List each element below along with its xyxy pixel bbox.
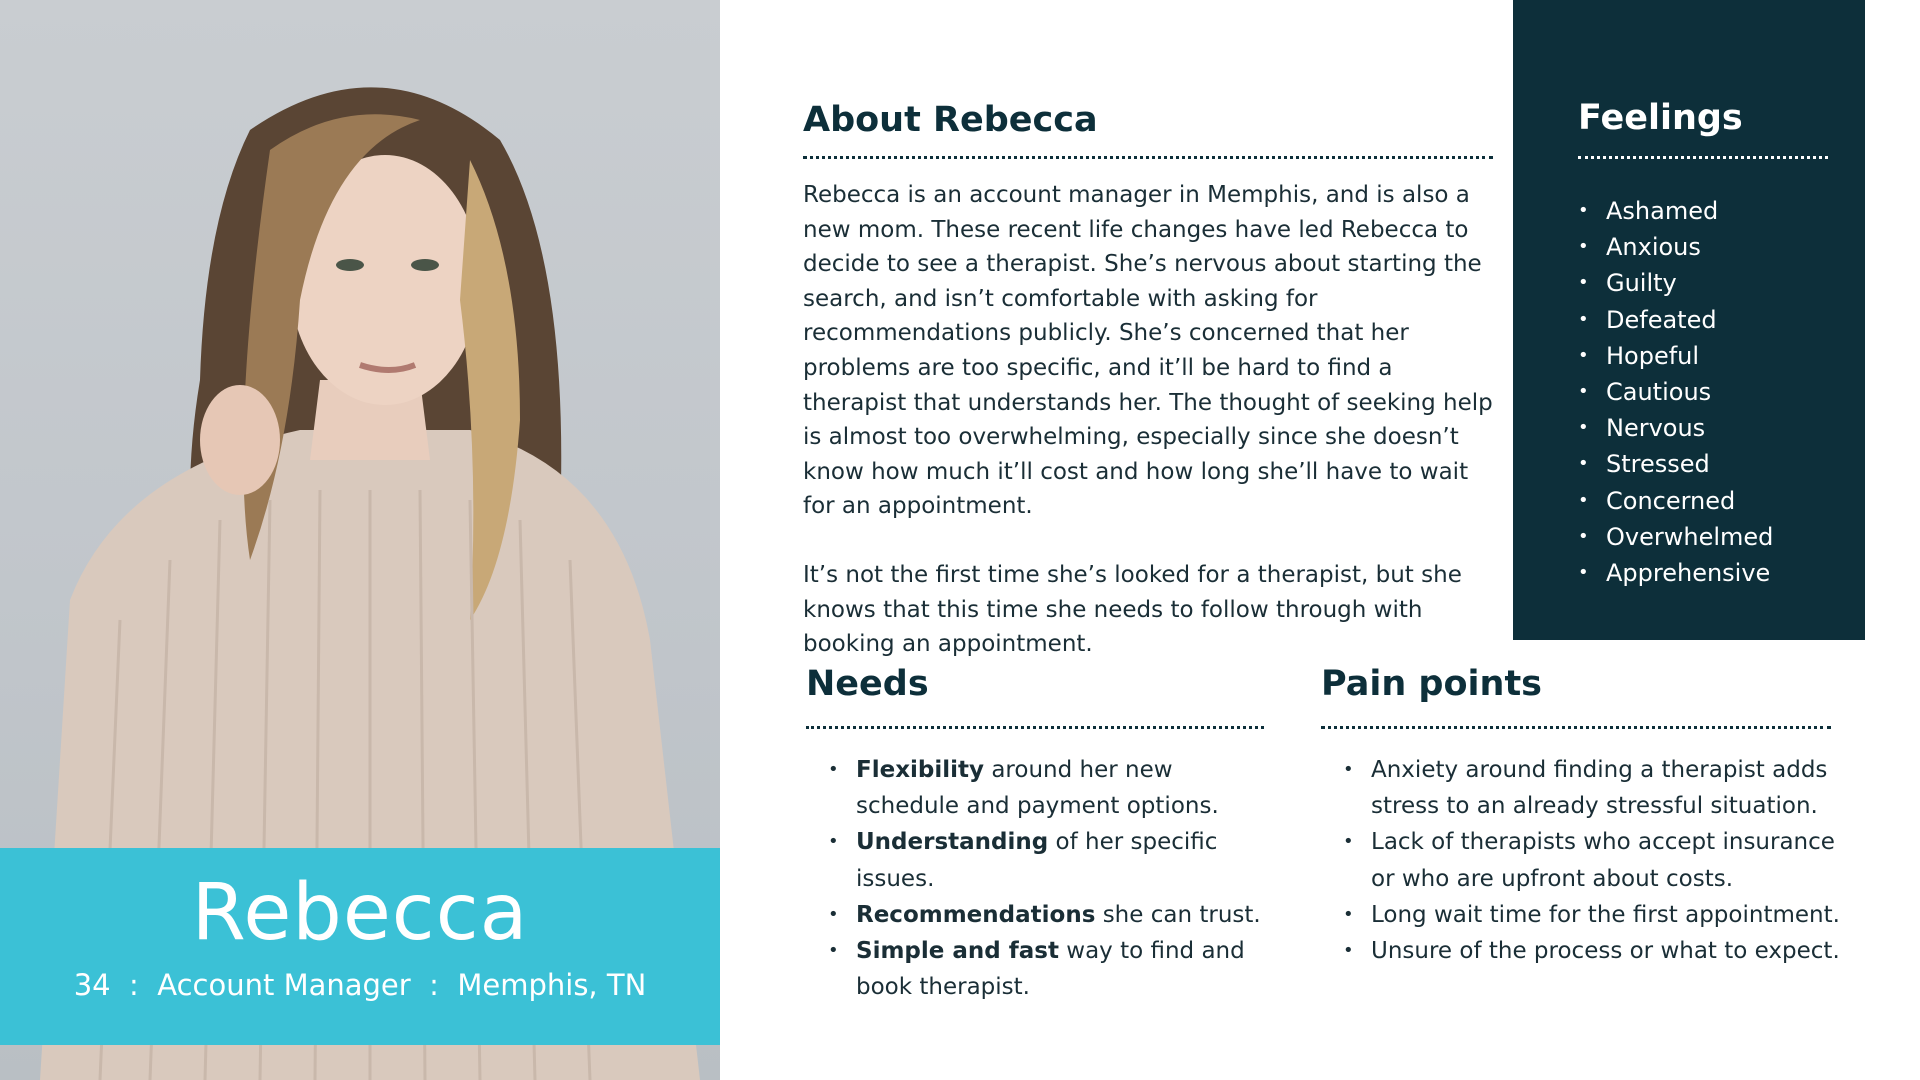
need-item (828, 824, 1268, 896)
feelings-panel (1513, 0, 1865, 640)
need-keyword: Recommendations (856, 901, 1096, 928)
feeling-item: • Anxious (1578, 229, 1773, 265)
need-item (828, 933, 1268, 1005)
feeling-item: • Hopeful (1578, 338, 1773, 374)
feeling-item: • Concerned (1578, 483, 1773, 519)
about-text (803, 178, 1503, 696)
persona-name-band (0, 848, 720, 1045)
pain-point-item: • Unsure of the process or what to expect. (1343, 933, 1853, 969)
feelings-divider (1578, 156, 1828, 159)
need-item (828, 752, 1268, 824)
pain-point-item: • Long wait time for the first appointment. (1343, 897, 1853, 933)
needs-divider (806, 726, 1264, 729)
need-detail: way to find and book therapist. (856, 938, 1245, 1001)
feeling-item: • Guilty (1578, 265, 1773, 301)
feeling-item: • Overwhelmed (1578, 519, 1773, 555)
need-item (828, 897, 1268, 933)
feeling-item: • Stressed (1578, 446, 1773, 482)
needs-heading: Needs (806, 664, 929, 704)
pain-points-list (1343, 752, 1853, 969)
about-paragraph: Rebecca is an account manager in Memphis, and is also a new mom. These recent life changes have led Rebecca to decide to see a therapist. She’s nervous about starting the search, and isn’t comfortable with asking for recommendations publicly. She’s concerned that her problems are too specific, and it’ll be hard to find a therapist that understands her. The thought of seeking help is almost too overwhelming, especially since she doesn’t know how much it’ll cost and how long she’ll have to wait for an appointment. (803, 182, 1493, 520)
persona-meta (0, 968, 720, 1002)
need-detail: she can trust. (1095, 901, 1261, 928)
feeling-item: • Ashamed (1578, 193, 1773, 229)
feeling-item: • Nervous (1578, 410, 1773, 446)
feelings-heading: Feelings (1578, 98, 1743, 138)
meta-separator: : (429, 968, 439, 1002)
need-keyword: Flexibility (856, 757, 985, 783)
meta-separator: : (129, 968, 139, 1002)
about-heading: About Rebecca (803, 100, 1098, 140)
persona-age: 34 (73, 968, 111, 1002)
feelings-list (1578, 193, 1773, 591)
needs-list (828, 752, 1268, 1005)
pain-points-heading: Pain points (1321, 664, 1543, 704)
about-divider (803, 156, 1493, 159)
about-paragraph: It’s not the first time she’s looked for a therapist, but she knows that this time she needs to follow through with booking an appointment. (803, 561, 1462, 658)
need-keyword: Understanding (856, 829, 1049, 856)
persona-name: Rebecca (191, 868, 529, 958)
pain-point-item: • Anxiety around finding a therapist adds stress to an already stressful situation. (1343, 752, 1853, 824)
pain-point-item: • Lack of therapists who accept insurance or who are upfront about costs. (1343, 824, 1853, 896)
feeling-item: • Apprehensive (1578, 555, 1773, 591)
pain-points-divider (1321, 726, 1831, 729)
need-detail: of her specific issues. (856, 829, 1218, 892)
persona-occupation: Account Manager (157, 968, 411, 1002)
feeling-item: • Defeated (1578, 302, 1773, 338)
persona-location: Memphis, TN (457, 968, 647, 1002)
need-keyword: Simple and fast (856, 938, 1059, 965)
feeling-item: • Cautious (1578, 374, 1773, 410)
need-detail: around her new schedule and payment options. (856, 757, 1219, 820)
